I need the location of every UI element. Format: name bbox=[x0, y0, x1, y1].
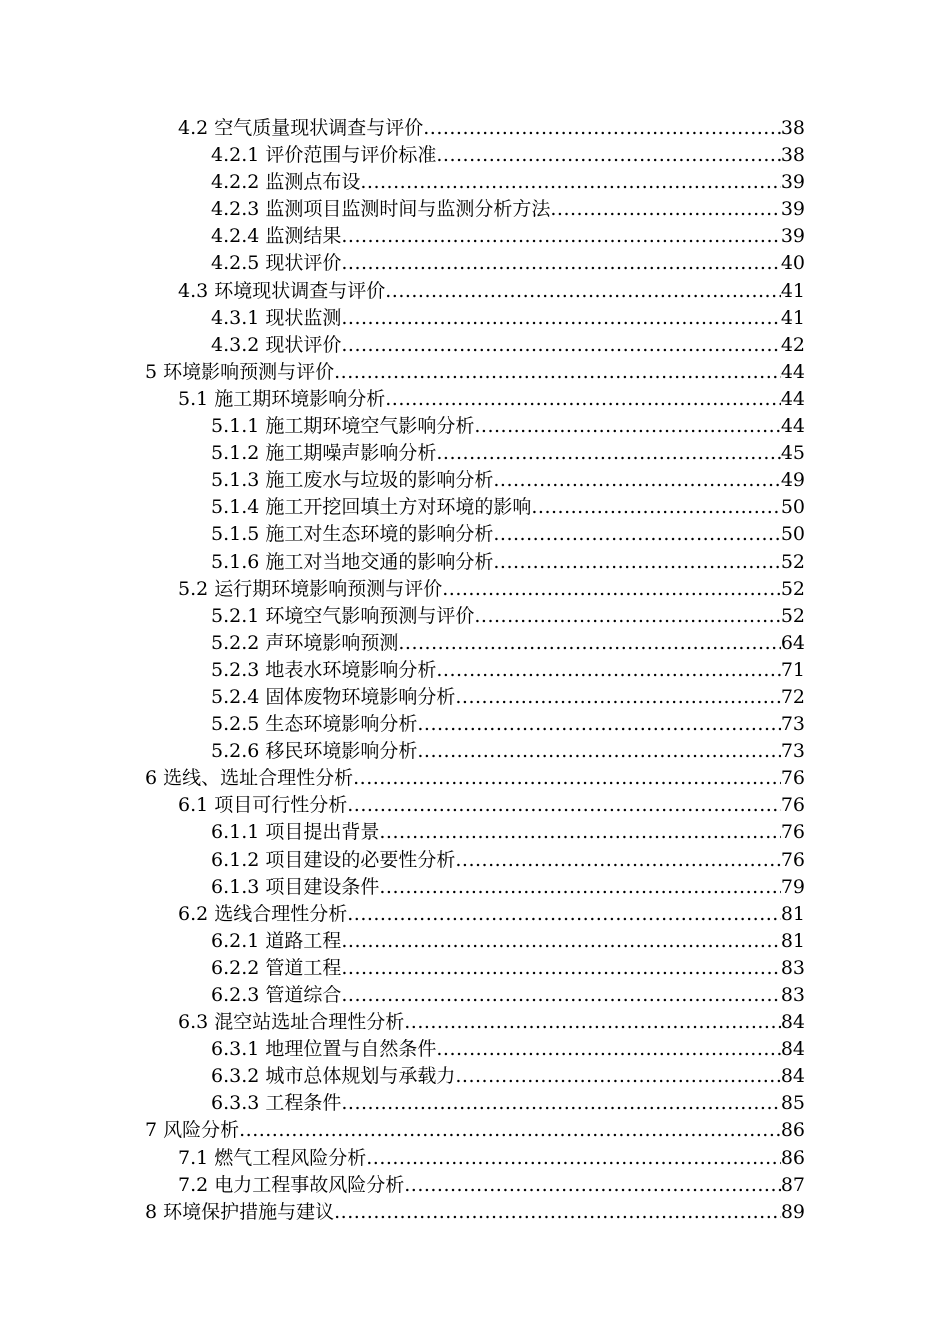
toc-dot-leader bbox=[341, 1090, 780, 1117]
toc-dot-leader bbox=[347, 792, 781, 819]
toc-entry-page-number: 71 bbox=[780, 658, 805, 681]
toc-entry-title: 项目可行性分析 bbox=[214, 794, 348, 817]
toc-entry-page-number: 76 bbox=[780, 821, 805, 844]
toc-entry-number: 5.1.4 bbox=[211, 496, 260, 519]
toc-entry-row bbox=[145, 1199, 805, 1226]
toc-entry[interactable] bbox=[0, 684, 950, 711]
toc-entry-number: 6.1.3 bbox=[211, 875, 260, 898]
toc-entry-page-number: 76 bbox=[780, 767, 805, 790]
toc-entry-title: 工程条件 bbox=[265, 1092, 342, 1115]
toc-entry-row bbox=[145, 359, 805, 386]
toc-entry-title: 城市总体规划与承载力 bbox=[265, 1065, 456, 1088]
toc-dot-leader bbox=[341, 250, 780, 277]
toc-entry-number: 5.2 bbox=[178, 577, 209, 600]
toc-dot-leader bbox=[239, 1117, 781, 1144]
toc-entry-number: 5.2.3 bbox=[211, 658, 260, 681]
toc-entry-page-number: 86 bbox=[780, 1119, 805, 1142]
toc-entry-number: 5 bbox=[145, 360, 158, 383]
toc-entry-page-number: 39 bbox=[780, 225, 805, 248]
toc-entry[interactable] bbox=[0, 603, 950, 630]
toc-entry-row bbox=[211, 657, 805, 684]
toc-entry-number: 6.3.1 bbox=[211, 1038, 260, 1061]
toc-dot-leader bbox=[341, 223, 780, 250]
toc-entry[interactable] bbox=[0, 115, 950, 142]
toc-entry-title: 生态环境影响分析 bbox=[265, 713, 418, 736]
toc-dot-leader bbox=[341, 955, 780, 982]
toc-entry-page-number: 76 bbox=[780, 848, 805, 871]
toc-entry-page-number: 40 bbox=[780, 252, 805, 275]
toc-dot-leader bbox=[353, 765, 781, 792]
toc-entry-number: 6.1.2 bbox=[211, 848, 260, 871]
toc-entry-title: 环境影响预测与评价 bbox=[163, 360, 335, 383]
toc-entry-title: 施工对生态环境的影响分析 bbox=[265, 523, 494, 546]
toc-entry-page-number: 50 bbox=[780, 523, 805, 546]
toc-entry-title: 施工期环境影响分析 bbox=[214, 387, 386, 410]
table-of-contents bbox=[0, 115, 950, 1226]
toc-entry-title: 项目建设条件 bbox=[265, 875, 380, 898]
toc-entry-title: 道路工程 bbox=[265, 929, 342, 952]
toc-entry-number: 5.1 bbox=[178, 387, 209, 410]
toc-entry-row bbox=[211, 332, 805, 359]
toc-entry-title: 项目建设的必要性分析 bbox=[265, 848, 456, 871]
toc-entry-number: 5.2.6 bbox=[211, 740, 260, 763]
toc-entry-number: 5.2.5 bbox=[211, 713, 260, 736]
toc-entry-title: 监测项目监测时间与监测分析方法 bbox=[265, 198, 551, 221]
toc-entry-row bbox=[178, 386, 805, 413]
toc-entry[interactable] bbox=[0, 1090, 950, 1117]
toc-entry-title: 环境现状调查与评价 bbox=[214, 279, 386, 302]
toc-entry-row bbox=[211, 955, 805, 982]
toc-entry-row bbox=[178, 115, 805, 142]
toc-entry[interactable] bbox=[0, 847, 950, 874]
toc-entry-page-number: 45 bbox=[780, 442, 805, 465]
toc-dot-leader bbox=[379, 819, 780, 846]
toc-entry-page-number: 41 bbox=[780, 279, 805, 302]
toc-dot-leader bbox=[404, 1172, 781, 1199]
toc-dot-leader bbox=[385, 386, 781, 413]
toc-dot-leader bbox=[442, 576, 781, 603]
toc-dot-leader bbox=[417, 711, 780, 738]
toc-entry-row bbox=[211, 738, 805, 765]
toc-entry-number: 5.1.5 bbox=[211, 523, 260, 546]
toc-entry[interactable] bbox=[0, 1172, 950, 1199]
toc-entry-title: 环境保护措施与建议 bbox=[163, 1200, 335, 1223]
toc-entry-number: 4.2.4 bbox=[211, 225, 260, 248]
toc-dot-leader bbox=[455, 847, 780, 874]
toc-entry-row bbox=[211, 305, 805, 332]
toc-entry[interactable] bbox=[0, 1036, 950, 1063]
toc-entry[interactable] bbox=[0, 467, 950, 494]
toc-entry-title: 运行期环境影响预测与评价 bbox=[214, 577, 443, 600]
toc-entry-row bbox=[211, 440, 805, 467]
toc-entry-row bbox=[211, 630, 805, 657]
toc-entry-title: 施工期环境空气影响分析 bbox=[265, 415, 475, 438]
toc-entry[interactable] bbox=[0, 792, 950, 819]
toc-entry[interactable] bbox=[0, 1117, 950, 1144]
toc-entry-title: 现状评价 bbox=[265, 333, 342, 356]
toc-entry-page-number: 85 bbox=[780, 1092, 805, 1115]
toc-entry-number: 6.1.1 bbox=[211, 821, 260, 844]
toc-entry-title: 地表水环境影响分析 bbox=[265, 658, 437, 681]
toc-entry-title: 现状监测 bbox=[265, 306, 342, 329]
toc-dot-leader bbox=[436, 657, 780, 684]
toc-entry[interactable] bbox=[0, 440, 950, 467]
toc-entry-number: 5.1.6 bbox=[211, 550, 260, 573]
toc-entry-page-number: 50 bbox=[780, 496, 805, 519]
toc-entry[interactable] bbox=[0, 874, 950, 901]
toc-entry-number: 4.2.1 bbox=[211, 144, 260, 167]
toc-entry-row bbox=[211, 196, 805, 223]
toc-entry-row bbox=[178, 278, 805, 305]
toc-entry-title: 施工开挖回填土方对环境的影响 bbox=[265, 496, 532, 519]
toc-dot-leader bbox=[474, 603, 780, 630]
toc-entry-title: 混空站选址合理性分析 bbox=[214, 1011, 405, 1034]
toc-entry-page-number: 52 bbox=[780, 604, 805, 627]
toc-entry-page-number: 76 bbox=[780, 794, 805, 817]
toc-entry-title: 环境空气影响预测与评价 bbox=[265, 604, 475, 627]
toc-entry[interactable] bbox=[0, 765, 950, 792]
toc-entry-row bbox=[211, 413, 805, 440]
toc-dot-leader bbox=[334, 1199, 781, 1226]
toc-entry-page-number: 44 bbox=[780, 387, 805, 410]
toc-entry-title: 固体废物环境影响分析 bbox=[265, 685, 456, 708]
toc-entry-number: 6.2.3 bbox=[211, 984, 260, 1006]
toc-dot-leader bbox=[341, 928, 780, 955]
toc-entry-number: 6.2.2 bbox=[211, 956, 260, 979]
toc-entry-row bbox=[211, 711, 805, 738]
toc-entry-row bbox=[145, 765, 805, 792]
toc-entry-page-number: 39 bbox=[780, 171, 805, 194]
toc-entry-title: 现状评价 bbox=[265, 252, 342, 275]
toc-entry-page-number: 52 bbox=[780, 577, 805, 600]
toc-entry[interactable] bbox=[0, 169, 950, 196]
toc-entry[interactable] bbox=[0, 413, 950, 440]
toc-dot-leader bbox=[493, 549, 780, 576]
toc-dot-leader bbox=[341, 982, 780, 1009]
toc-entry-page-number: 84 bbox=[780, 1065, 805, 1088]
toc-entry-title: 施工期噪声影响分析 bbox=[265, 442, 437, 465]
toc-entry-number: 5.2.4 bbox=[211, 685, 260, 708]
toc-entry-title: 风险分析 bbox=[163, 1119, 240, 1142]
toc-dot-leader bbox=[366, 1145, 781, 1172]
toc-entry[interactable] bbox=[0, 982, 950, 1009]
toc-entry-page-number: 52 bbox=[780, 550, 805, 573]
toc-entry-page-number: 44 bbox=[780, 415, 805, 438]
toc-entry-page-number: 73 bbox=[780, 740, 805, 763]
toc-entry-row bbox=[211, 142, 805, 169]
toc-entry-row bbox=[211, 603, 805, 630]
toc-entry[interactable] bbox=[0, 1063, 950, 1090]
toc-entry-row bbox=[211, 549, 805, 576]
toc-dot-leader bbox=[385, 278, 781, 305]
toc-dot-leader bbox=[423, 115, 781, 142]
toc-entry-page-number: 89 bbox=[780, 1200, 805, 1223]
toc-entry-row bbox=[211, 847, 805, 874]
toc-entry-number: 6.3.2 bbox=[211, 1065, 260, 1088]
toc-entry[interactable] bbox=[0, 657, 950, 684]
toc-entry[interactable] bbox=[0, 196, 950, 223]
toc-entry[interactable] bbox=[0, 955, 950, 982]
toc-entry-page-number: 38 bbox=[780, 117, 805, 139]
toc-entry-title: 电力工程事故风险分析 bbox=[214, 1173, 405, 1196]
toc-entry-number: 6.3 bbox=[178, 1011, 209, 1034]
toc-entry-row bbox=[178, 901, 805, 928]
toc-entry[interactable] bbox=[0, 738, 950, 765]
toc-entry-row bbox=[178, 792, 805, 819]
toc-entry-title: 选线合理性分析 bbox=[214, 902, 348, 925]
toc-entry[interactable] bbox=[0, 359, 950, 386]
toc-entry-number: 5.2.1 bbox=[211, 604, 260, 627]
toc-entry-page-number: 86 bbox=[780, 1146, 805, 1169]
toc-entry-page-number: 72 bbox=[780, 685, 805, 708]
toc-entry-row bbox=[178, 1145, 805, 1172]
toc-entry[interactable] bbox=[0, 521, 950, 548]
toc-entry-page-number: 83 bbox=[780, 956, 805, 979]
toc-entry-title: 项目提出背景 bbox=[265, 821, 380, 844]
toc-entry-title: 管道工程 bbox=[265, 956, 342, 979]
toc-dot-leader bbox=[398, 630, 780, 657]
toc-entry-number: 4.3.1 bbox=[211, 306, 260, 329]
toc-entry[interactable] bbox=[0, 332, 950, 359]
toc-dot-leader bbox=[493, 467, 780, 494]
toc-entry-number: 7.2 bbox=[178, 1173, 209, 1196]
toc-dot-leader bbox=[436, 1036, 780, 1063]
toc-entry[interactable] bbox=[0, 1009, 950, 1036]
toc-entry[interactable] bbox=[0, 1199, 950, 1226]
toc-entry-number: 6.2 bbox=[178, 902, 209, 925]
toc-entry[interactable] bbox=[0, 386, 950, 413]
toc-entry-row bbox=[178, 1009, 805, 1036]
toc-entry-row bbox=[211, 467, 805, 494]
toc-entry-page-number: 38 bbox=[780, 144, 805, 167]
toc-entry-title: 施工废水与垃圾的影响分析 bbox=[265, 469, 494, 492]
toc-entry-title: 燃气工程风险分析 bbox=[214, 1146, 367, 1169]
toc-entry-row bbox=[145, 1117, 805, 1144]
toc-dot-leader bbox=[455, 1063, 780, 1090]
toc-entry-title: 评价范围与评价标准 bbox=[265, 144, 437, 167]
toc-dot-leader bbox=[455, 684, 780, 711]
toc-entry-number: 4.2 bbox=[178, 117, 209, 139]
toc-entry-title: 监测点布设 bbox=[265, 171, 361, 194]
toc-entry-row bbox=[211, 250, 805, 277]
toc-entry-number: 5.2.2 bbox=[211, 631, 260, 654]
toc-entry-row bbox=[211, 169, 805, 196]
toc-dot-leader bbox=[493, 521, 780, 548]
toc-entry[interactable] bbox=[0, 278, 950, 305]
toc-entry-page-number: 81 bbox=[780, 902, 805, 925]
toc-entry[interactable] bbox=[0, 549, 950, 576]
toc-entry-row bbox=[211, 223, 805, 250]
toc-dot-leader bbox=[379, 874, 780, 901]
toc-dot-leader bbox=[474, 413, 780, 440]
toc-entry-row bbox=[211, 874, 805, 901]
toc-entry-page-number: 41 bbox=[780, 306, 805, 329]
toc-entry-page-number: 42 bbox=[780, 333, 805, 356]
toc-entry-row bbox=[178, 576, 805, 603]
toc-dot-leader bbox=[334, 359, 781, 386]
toc-entry-number: 6.3.3 bbox=[211, 1092, 260, 1115]
toc-entry-title: 管道综合 bbox=[265, 984, 342, 1006]
toc-entry-page-number: 49 bbox=[780, 469, 805, 492]
toc-entry-row bbox=[211, 819, 805, 846]
toc-dot-leader bbox=[436, 142, 780, 169]
toc-entry-row bbox=[211, 521, 805, 548]
toc-entry-page-number: 83 bbox=[780, 984, 805, 1006]
toc-dot-leader bbox=[550, 196, 780, 223]
toc-entry-number: 5.1.2 bbox=[211, 442, 260, 465]
toc-entry-page-number: 81 bbox=[780, 929, 805, 952]
toc-entry-number: 8 bbox=[145, 1200, 158, 1223]
toc-dot-leader bbox=[341, 332, 780, 359]
toc-entry-page-number: 44 bbox=[780, 360, 805, 383]
toc-entry-page-number: 79 bbox=[780, 875, 805, 898]
toc-entry[interactable] bbox=[0, 576, 950, 603]
toc-entry-number: 7 bbox=[145, 1119, 158, 1142]
toc-dot-leader bbox=[531, 494, 780, 521]
toc-entry-number: 5.1.3 bbox=[211, 469, 260, 492]
toc-entry[interactable] bbox=[0, 223, 950, 250]
toc-entry-row bbox=[211, 494, 805, 521]
toc-entry-title: 移民环境影响分析 bbox=[265, 740, 418, 763]
toc-entry-page-number: 39 bbox=[780, 198, 805, 221]
toc-dot-leader bbox=[404, 1009, 781, 1036]
toc-entry-number: 4.3.2 bbox=[211, 333, 260, 356]
toc-entry[interactable] bbox=[0, 142, 950, 169]
toc-entry[interactable] bbox=[0, 1145, 950, 1172]
toc-entry-row bbox=[211, 684, 805, 711]
toc-entry-title: 监测结果 bbox=[265, 225, 342, 248]
toc-entry-number: 7.1 bbox=[178, 1146, 209, 1169]
toc-entry-number: 6.1 bbox=[178, 794, 209, 817]
toc-entry[interactable] bbox=[0, 819, 950, 846]
toc-entry-title: 选线、选址合理性分析 bbox=[163, 767, 354, 790]
toc-dot-leader bbox=[436, 440, 780, 467]
toc-entry[interactable] bbox=[0, 630, 950, 657]
toc-entry-number: 4.2.2 bbox=[211, 171, 260, 194]
toc-entry-page-number: 64 bbox=[780, 631, 805, 654]
toc-entry-row bbox=[211, 1090, 805, 1117]
toc-entry-number: 6 bbox=[145, 767, 158, 790]
toc-entry[interactable] bbox=[0, 711, 950, 738]
toc-entry-number: 6.2.1 bbox=[211, 929, 260, 952]
toc-dot-leader bbox=[341, 305, 780, 332]
toc-entry-row bbox=[211, 1036, 805, 1063]
toc-entry-number: 4.2.3 bbox=[211, 198, 260, 221]
toc-entry-page-number: 84 bbox=[780, 1038, 805, 1061]
toc-entry[interactable] bbox=[0, 928, 950, 955]
toc-entry-page-number: 84 bbox=[780, 1011, 805, 1034]
toc-dot-leader bbox=[417, 738, 780, 765]
toc-entry-number: 4.2.5 bbox=[211, 252, 260, 275]
toc-entry[interactable] bbox=[0, 901, 950, 928]
toc-entry-row bbox=[211, 982, 805, 1009]
toc-dot-leader bbox=[347, 901, 781, 928]
toc-entry-row bbox=[211, 1063, 805, 1090]
toc-entry-number: 4.3 bbox=[178, 279, 209, 302]
toc-entry-page-number: 87 bbox=[780, 1173, 805, 1196]
toc-entry-number: 5.1.1 bbox=[211, 415, 260, 438]
toc-entry-row bbox=[178, 1172, 805, 1199]
toc-entry[interactable] bbox=[0, 305, 950, 332]
toc-entry[interactable] bbox=[0, 494, 950, 521]
toc-entry-row bbox=[211, 928, 805, 955]
toc-entry-title: 施工对当地交通的影响分析 bbox=[265, 550, 494, 573]
toc-dot-leader bbox=[360, 169, 780, 196]
toc-entry[interactable] bbox=[0, 250, 950, 277]
toc-entry-page-number: 73 bbox=[780, 713, 805, 736]
toc-entry-title: 声环境影响预测 bbox=[265, 631, 399, 654]
toc-entry-title: 空气质量现状调查与评价 bbox=[214, 117, 424, 139]
toc-entry-title: 地理位置与自然条件 bbox=[265, 1038, 437, 1061]
